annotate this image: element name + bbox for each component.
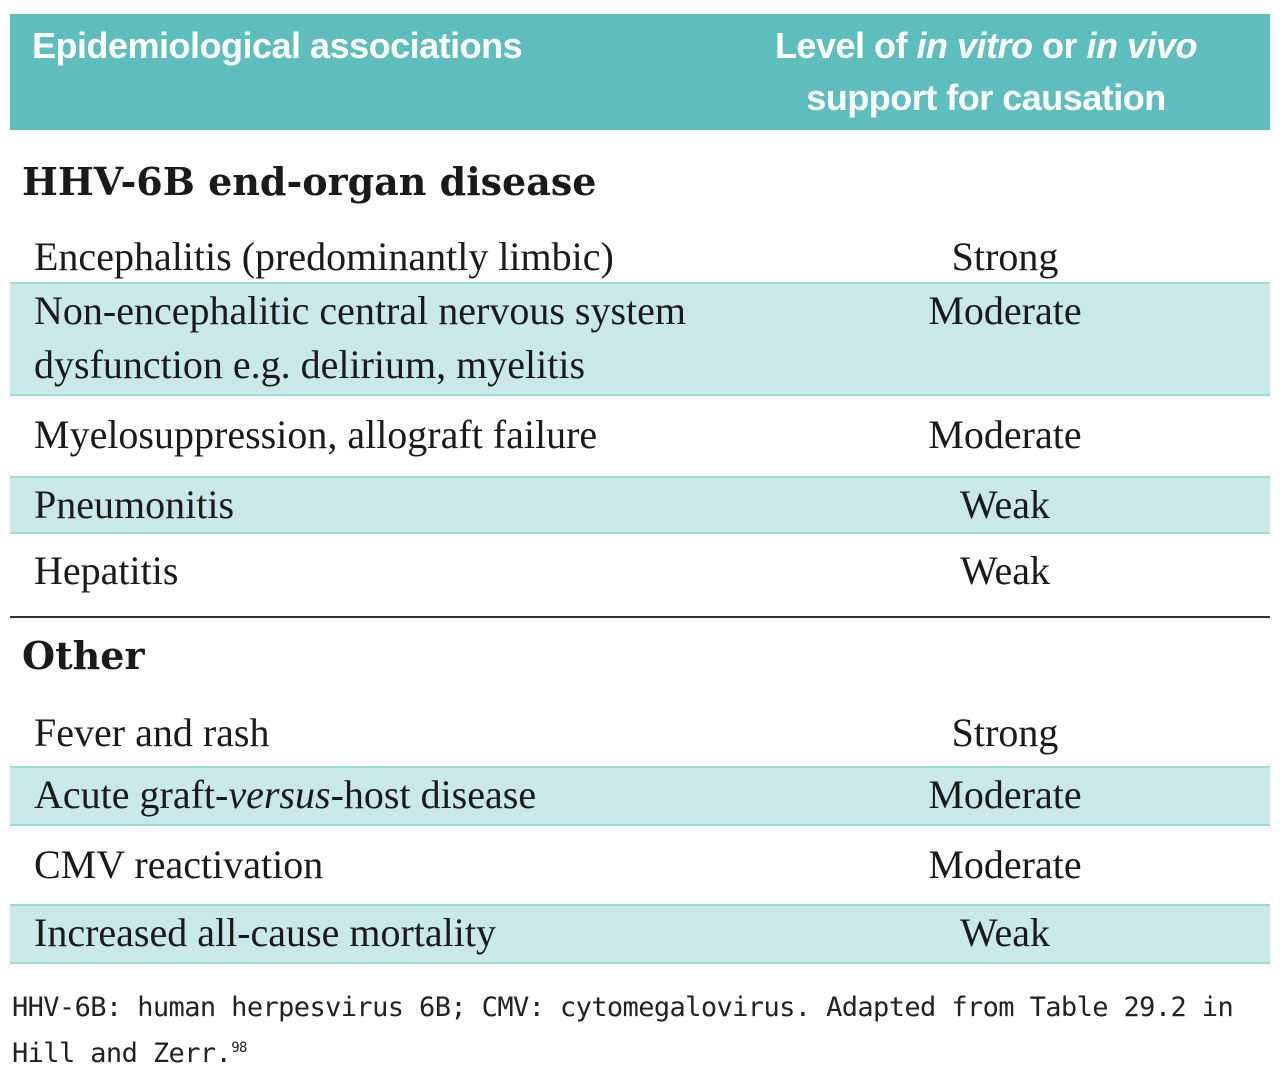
row-level: Strong: [951, 710, 1059, 755]
table-header: [10, 14, 1270, 130]
table-row: [10, 906, 1270, 964]
header-level-of-support: Level of in vitro or in vivo support for causation: [774, 25, 1198, 118]
row-level: Strong: [951, 234, 1059, 279]
table-row: [10, 396, 1270, 478]
row-association: Encephalitis (predominantly limbic): [34, 234, 614, 279]
table-row: [10, 284, 1270, 396]
table-footnote: HHV-6B: human herpesvirus 6B; CMV: cytomegalovirus. Adapted from Table 29.2 in Hill and Zerr.$^{98}$: [12, 992, 1234, 1069]
row-association: Acute graft-versus-host disease: [34, 772, 537, 817]
table-row: [10, 534, 1270, 618]
table-row: [10, 768, 1270, 826]
row-association: CMV reactivation: [34, 842, 324, 887]
row-level: Moderate: [928, 772, 1082, 817]
table-row: [10, 478, 1270, 534]
row-level: Weak: [959, 482, 1051, 527]
footnote-reference: 98: [231, 1040, 247, 1056]
row-association: Myelosuppression, allograft failure: [34, 412, 598, 457]
row-association: Pneumonitis: [34, 482, 235, 527]
table-row: [10, 218, 1270, 284]
row-level: Moderate: [928, 842, 1082, 887]
row-level: Weak: [959, 548, 1051, 593]
row-level: Weak: [959, 910, 1051, 955]
table-row: [10, 688, 1270, 768]
row-association: Increased all-cause mortality: [34, 910, 496, 955]
row-association: Fever and rash: [34, 710, 270, 755]
row-level: Moderate: [928, 412, 1082, 457]
row-association: Hepatitis: [34, 548, 179, 593]
section-title-end-organ: HHV-6B end-organ disease: [22, 159, 597, 204]
header-epidemiological-associations: Epidemiological associations: [32, 25, 523, 66]
section-title-other: Other: [22, 633, 145, 678]
data-table: [10, 14, 1270, 964]
row-association: Non-encephalitic central nervous system dysfunction e.g. delirium, myelitis: [34, 288, 686, 387]
row-level: Moderate: [928, 288, 1082, 333]
table-row: [10, 826, 1270, 906]
